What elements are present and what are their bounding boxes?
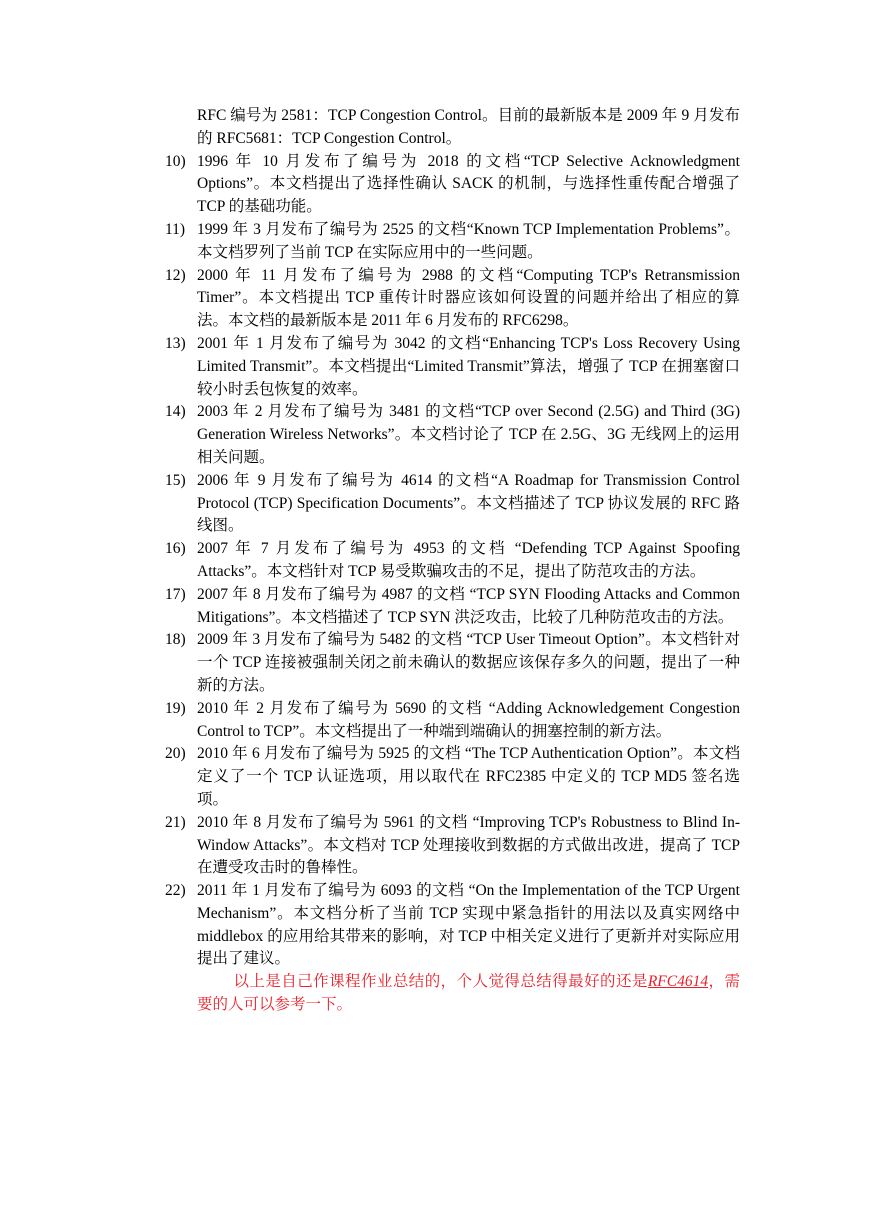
list-item-text: 2010 年 8 月发布了编号为 5961 的文档 “Improving TCP's Robustness to Blind In-Window Attacks”。本文档对 TCP 处理接收到数据的方式做出改进，提高了 TCP 在遭受攻击时的鲁棒性。	[197, 813, 740, 877]
list-item-text: 1996 年 10 月发布了编号为 2018 的文档“TCP Selective Acknowledgment Options”。本文档提出了选择性确认 SACK 的机制，与选择性重传配合增强了 TCP 的基础功能。	[197, 152, 740, 216]
list-item	[165, 584, 740, 630]
list-item-number: 19)	[165, 699, 186, 717]
list-item-text: 2009 年 3 月发布了编号为 5482 的文档 “TCP User Timeout Option”。本文档针对一个 TCP 连接被强制关闭之前未确认的数据应该保存多久的问题，提出了一种新的方法。	[197, 631, 740, 694]
list-item-number: 13)	[165, 334, 186, 352]
list-item	[165, 880, 740, 971]
list-item-number: 20)	[165, 745, 186, 763]
list-item-number: 18)	[165, 631, 186, 649]
list-item-text: 2011 年 1 月发布了编号为 6093 的文档 “On the Implementation of the TCP Urgent Mechanism”。本文档分析了当前 TCP 实现中紧急指针的用法以及真实网络中 middlebox 的应用给其带来的影响，对 TCP 中相关定义进行了更新并对实际应用提出了建议。	[197, 882, 740, 968]
list-item-number: 12)	[165, 266, 186, 284]
list-item-text: 2006 年 9 月发布了编号为 4614 的文档“A Roadmap for Transmission Control Protocol (TCP) Specification Documents”。本文档描述了 TCP 协议发展的 RFC 路线图。	[197, 471, 740, 535]
list-item-text: 2007 年 8 月发布了编号为 4987 的文档 “TCP SYN Flooding Attacks and Common Mitigations”。本文档描述了 TCP SYN 洪泛攻击，比较了几种防范攻击的方法。	[197, 585, 740, 626]
list-item-text: 1999 年 3 月发布了编号为 2525 的文档“Known TCP Implementation Problems”。本文档罗列了当前 TCP 在实际应用中的一些问题。	[197, 220, 740, 261]
list-item	[165, 538, 740, 584]
list-item	[165, 812, 740, 880]
list-item-text: 2003 年 2 月发布了编号为 3481 的文档“TCP over Second (2.5G) and Third (3G) Generation Wireless Networks”。本文档讨论了 TCP 在 2.5G、3G 无线网上的运用相关问题。	[197, 403, 740, 466]
list-item	[165, 698, 740, 744]
list-item-number: 21)	[165, 813, 186, 831]
continuation-paragraph: RFC 编号为 2581：TCP Congestion Control。目前的最新版本是 2009 年 9 月发布的 RFC5681：TCP Congestion Control。	[197, 107, 740, 147]
closing-text-before: 以上是自己作课程作业总结的，个人觉得总结得最好的还是	[233, 973, 648, 991]
list-item	[165, 629, 740, 697]
list-item-text: 2000 年 11 月发布了编号为 2988 的文档“Computing TCP's Retransmission Timer”。本文档提出 TCP 重传计时器应该如何设置的问题并给出了相应的算法。本文档的最新版本是 2011 年 6 月发布的 RFC6298。	[197, 266, 740, 330]
rfc4614-link[interactable]: RFC4614	[647, 973, 709, 991]
list-item	[165, 265, 740, 333]
list-item	[165, 470, 740, 538]
list-item-text: 2007 年 7 月发布了编号为 4953 的文档 “Defending TCP Against Spoofing Attacks”。本文档针对 TCP 易受欺骗攻击的不足，提出了防范攻击的方法。	[197, 540, 740, 580]
list-item-number: 17)	[165, 585, 186, 603]
list-item-number: 10)	[165, 152, 186, 170]
list-item-number: 22)	[165, 882, 186, 900]
list-item-number: 14)	[165, 403, 186, 421]
closing-note	[165, 971, 740, 1017]
list-item-number: 16)	[165, 540, 186, 558]
document-body	[165, 105, 740, 1017]
list-item-text: 2010 年 2 月发布了编号为 5690 的文档 “Adding Acknowledgement Congestion Control to TCP”。本文档提出了一种端到端确认的拥塞控制的新方法。	[197, 699, 740, 740]
list-item-text: 2010 年 6 月发布了编号为 5925 的文档 “The TCP Authentication Option”。本文档定义了一个 TCP 认证选项，用以取代在 RFC2385 中定义的 TCP MD5 签名选项。	[197, 745, 740, 808]
list-item-number: 11)	[165, 220, 186, 238]
list-item	[165, 219, 740, 265]
list-item-number: 15)	[165, 471, 186, 489]
list-item	[165, 333, 740, 401]
list-item	[165, 743, 740, 811]
list-item	[165, 401, 740, 469]
list-item-text: 2001 年 1 月发布了编号为 3042 的文档“Enhancing TCP's Loss Recovery Using Limited Transmit”。本文档提出“Limited Transmit”算法，增强了 TCP 在拥塞窗口较小时丢包恢复的效率。	[197, 334, 740, 398]
list-item	[165, 151, 740, 219]
closing-text-after: ，需要的人可以参考一下。	[197, 973, 740, 1014]
rfc-list	[165, 151, 740, 972]
